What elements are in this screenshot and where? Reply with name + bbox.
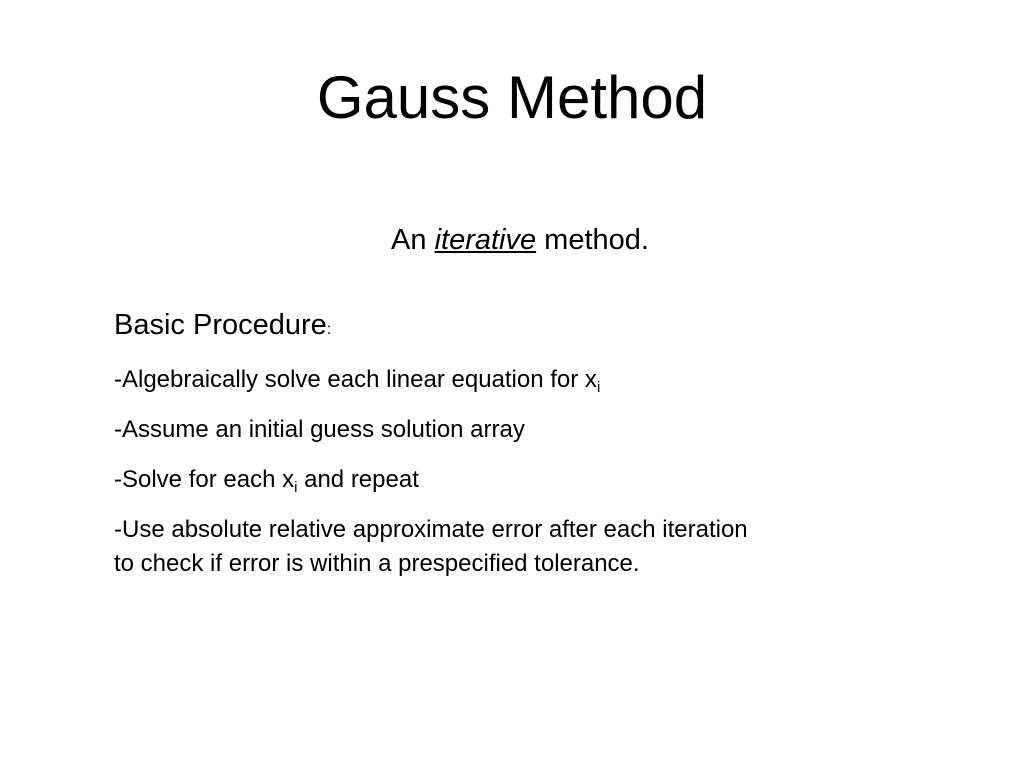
procedure-heading-text: Basic Procedure <box>114 309 327 341</box>
step-3-subscript: i <box>294 479 298 496</box>
slide-title: Gauss Method <box>316 64 708 131</box>
step-2-text: -Assume an initial guess solution array <box>114 416 525 443</box>
procedure-step-1 <box>114 363 914 397</box>
step-4-line-2: to check if error is within a prespecified tolerance. <box>114 550 640 577</box>
step-1-text: -Algebraically solve each linear equation for x <box>114 366 597 393</box>
procedure-step-4 <box>114 513 914 581</box>
procedure-section <box>114 306 914 597</box>
procedure-step-2 <box>114 413 914 447</box>
step-3-text: -Solve for each x <box>114 466 295 493</box>
subtitle-emphasis: iterative <box>434 224 537 256</box>
subtitle-suffix: method. <box>544 224 649 256</box>
step-1-subscript: i <box>596 379 601 396</box>
subtitle-prefix: An <box>391 224 427 256</box>
procedure-heading-colon: : <box>326 321 332 338</box>
step-4-line-1: -Use absolute relative approximate error after each iteration <box>114 516 748 543</box>
slide-subtitle <box>0 222 1024 258</box>
procedure-step-3 <box>114 463 914 497</box>
procedure-heading <box>114 306 914 349</box>
step-3-text-after: and repeat <box>297 466 419 493</box>
